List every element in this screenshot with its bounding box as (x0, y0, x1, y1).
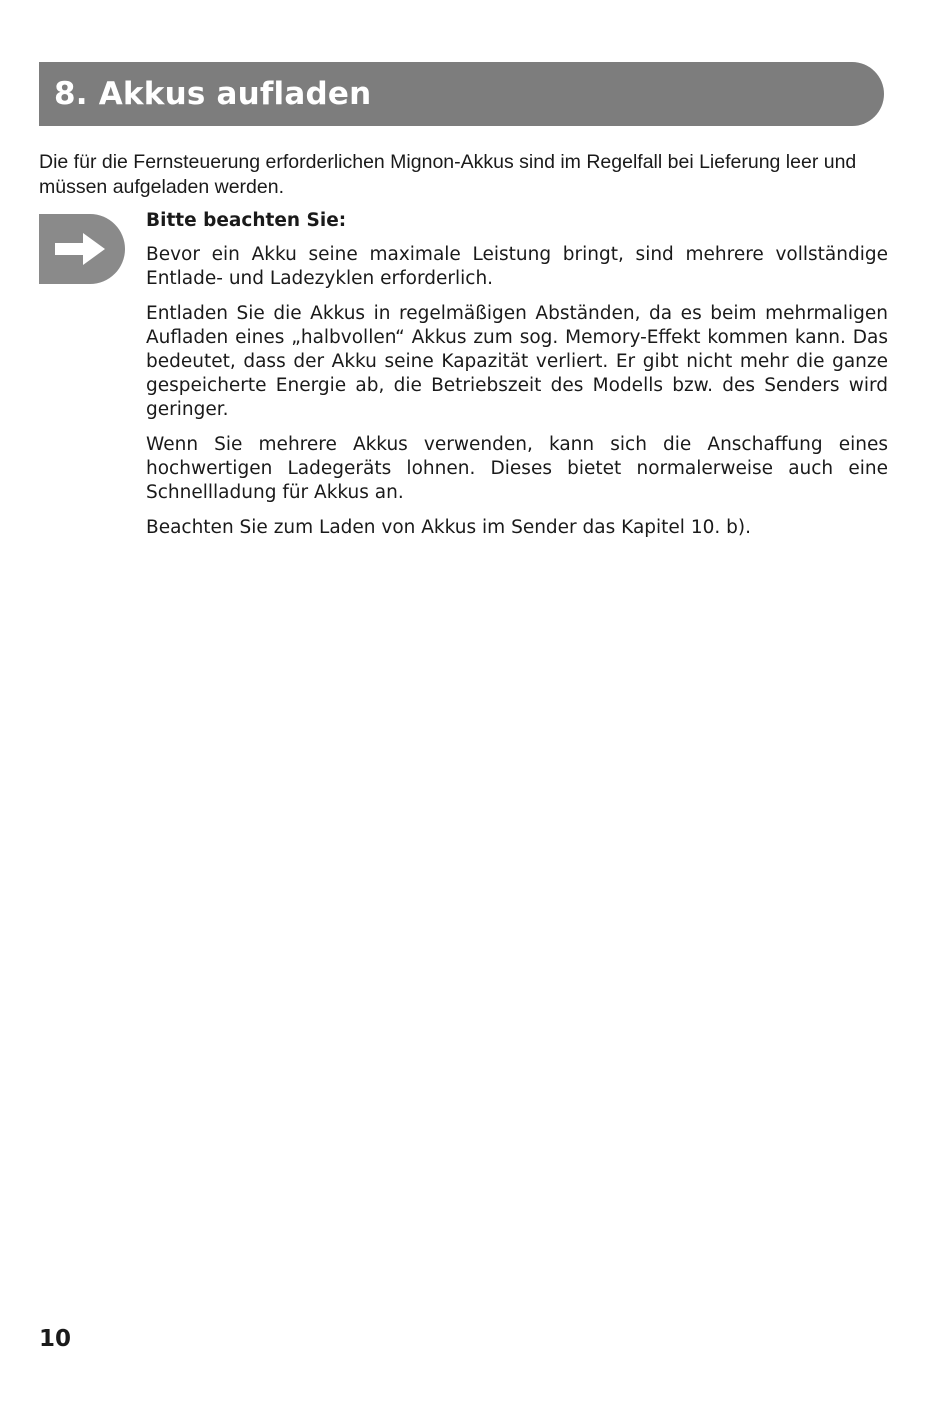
section-heading: 8. Akkus aufladen (54, 76, 372, 112)
note-paragraph: Wenn Sie mehrere Akkus verwenden, kann sich die Anschaffung eines hochwertigen Ladegeräts lohnen. Dieses bietet normalerweise auch eine Schnellladung für Akkus an. (146, 434, 888, 503)
note-paragraph: Beachten Sie zum Laden von Akkus im Sender das Kapitel 10. b). (146, 517, 751, 538)
note-block (146, 208, 888, 551)
section-heading-bar (39, 62, 884, 126)
intro-paragraph: Die für die Fernsteuerung erforderlichen Mignon-Akkus sind im Regelfall bei Lieferung leer und müssen aufgeladen werden. (39, 151, 857, 198)
note-paragraph: Entladen Sie die Akkus in regelmäßigen Abständen, da es beim mehrmaligen Aufladen eines „halbvollen“ Akkus zum sog. Memory-Effekt kommen kann. Das bedeutet, dass der Akku seine Kapazität verliert. Er gibt nicht mehr die ganze gespeicherte Energie ab, die Betriebszeit des Modells bzw. des Senders wird geringer. (146, 303, 888, 420)
note-paragraph: Bevor ein Akku seine maximale Leistung bringt, sind mehrere vollständige Entlade- und Ladezyklen erforderlich. (146, 244, 888, 289)
arrow-right-icon (39, 214, 125, 284)
note-title: Bitte beachten Sie: (146, 210, 347, 231)
page-number: 10 (39, 1326, 72, 1352)
